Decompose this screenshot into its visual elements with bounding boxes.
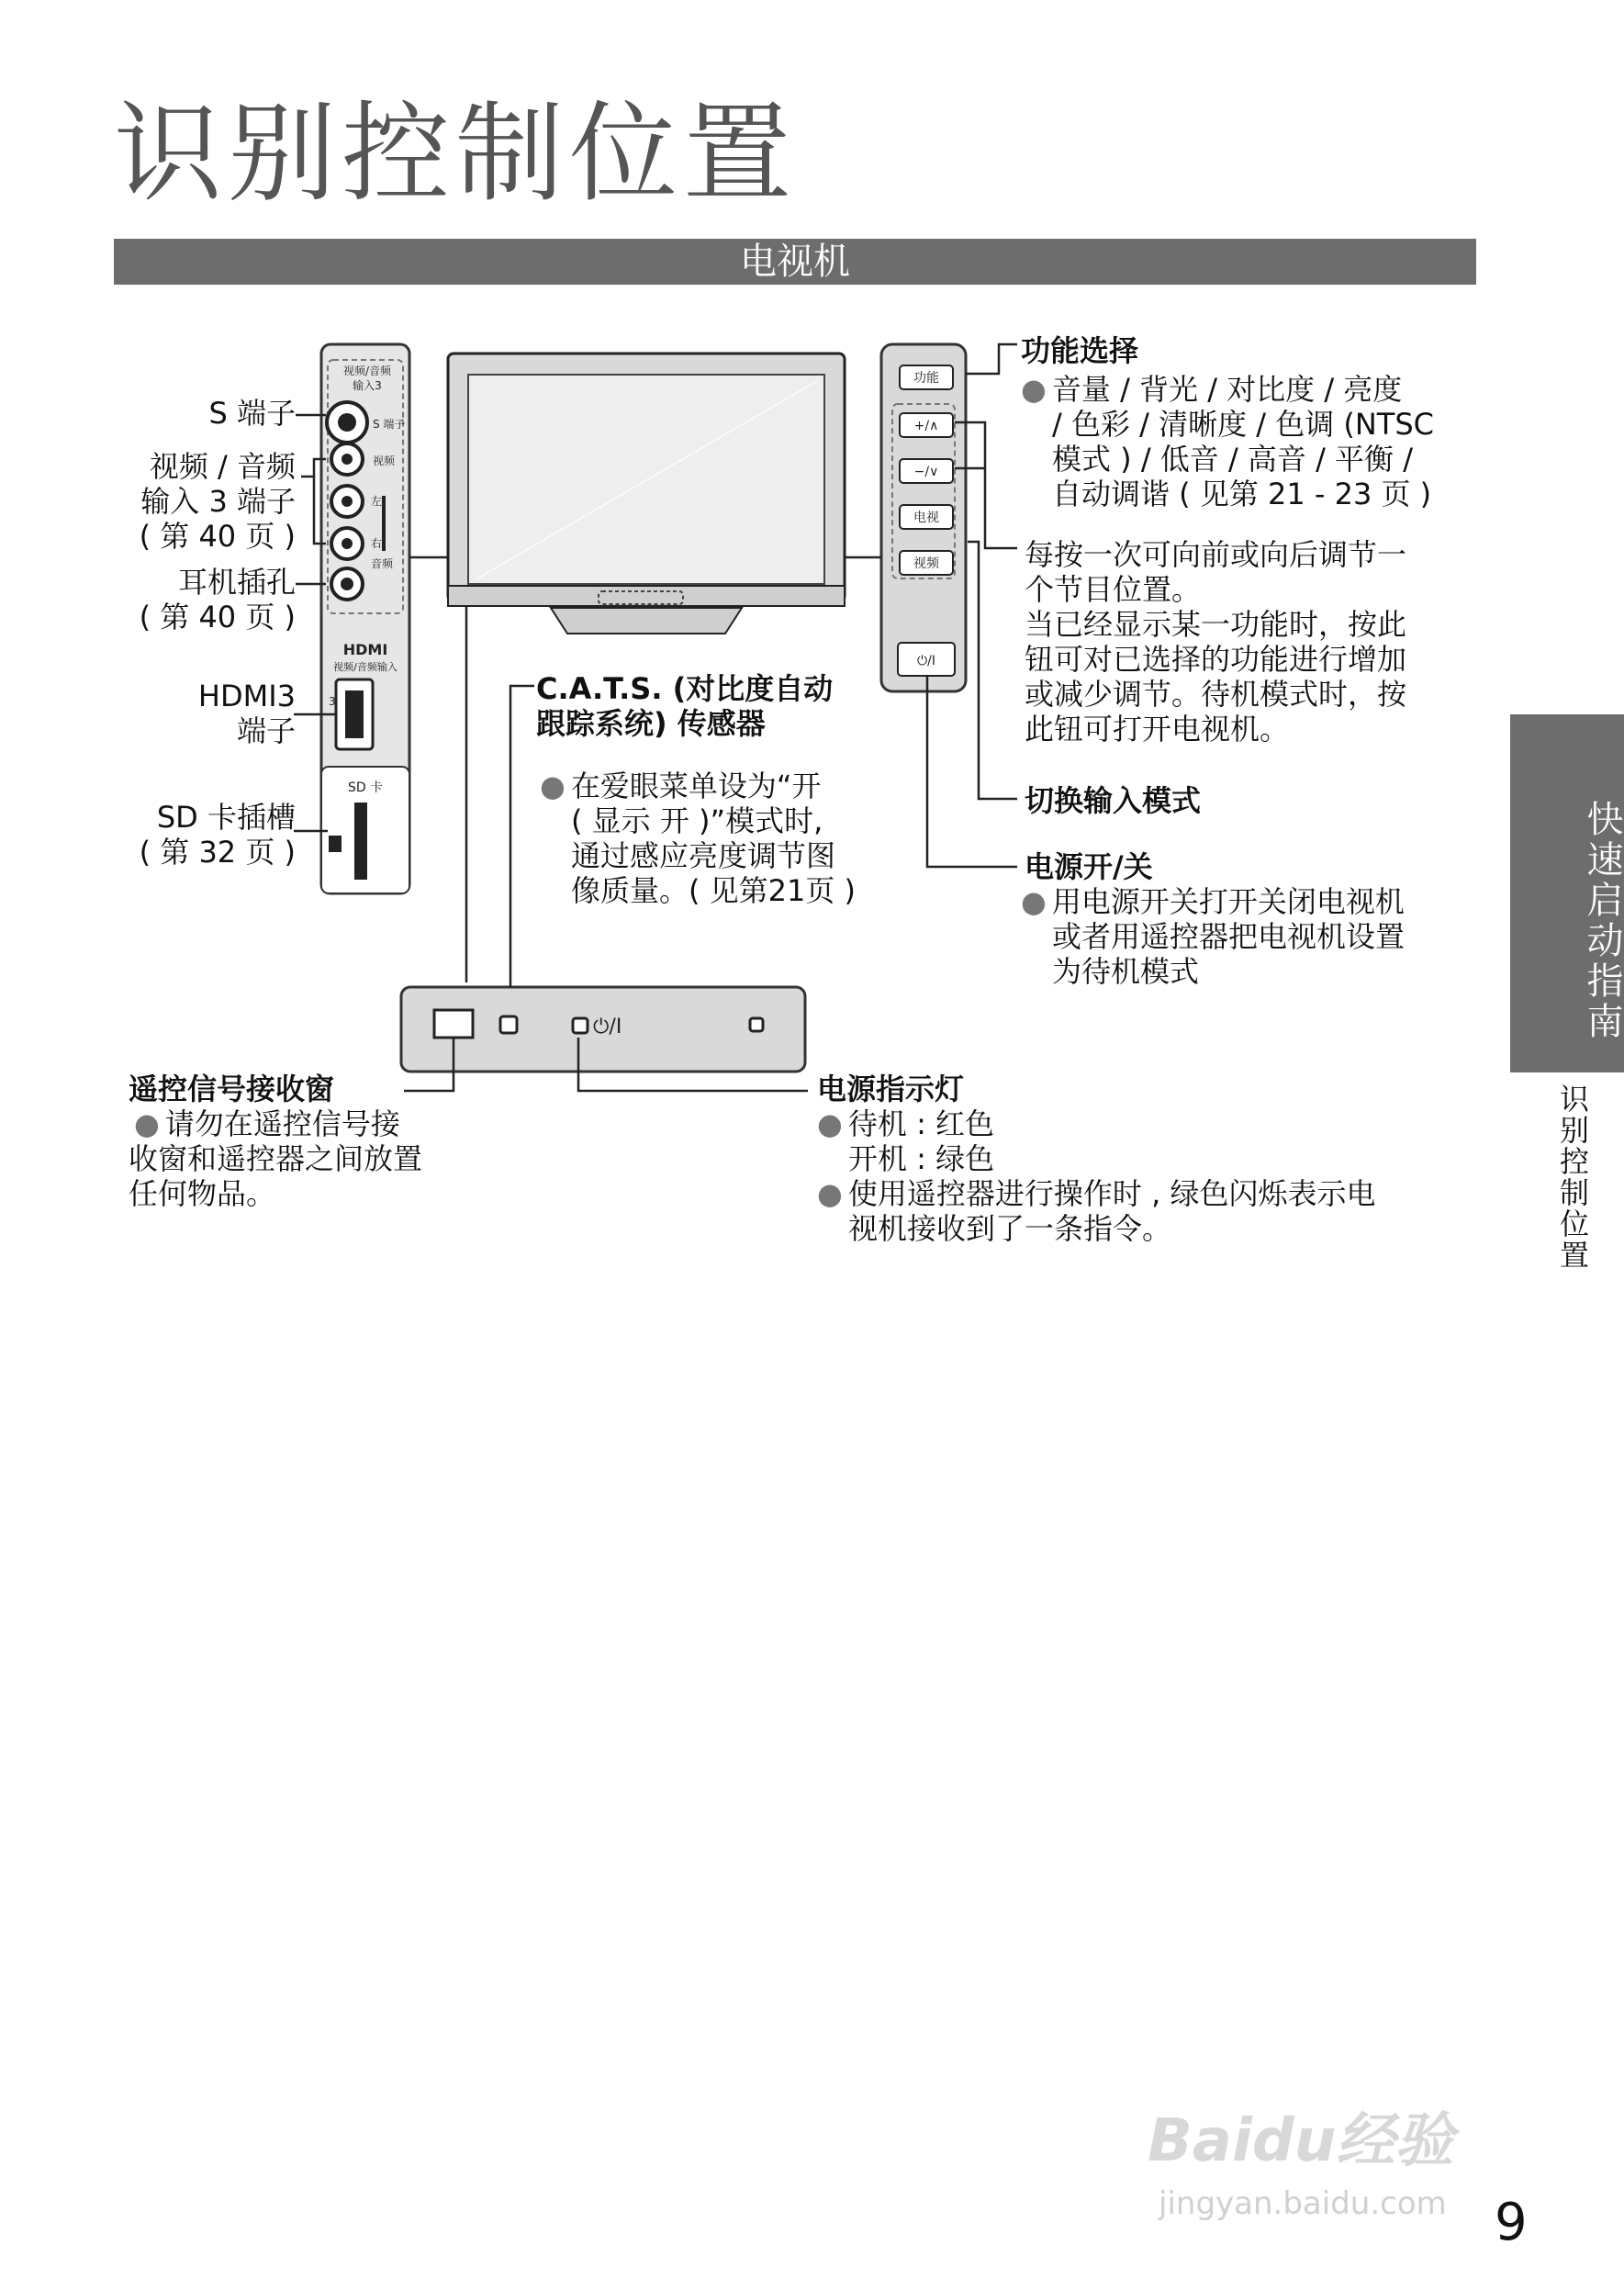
watermark-url: jingyan.baidu.com <box>1159 2185 1447 2222</box>
function-line4: 自动调谐 ( 见第 21 - 23 页 ) <box>1052 477 1432 511</box>
side-tab-subtitle: 识别控制位置 <box>1555 1083 1590 1271</box>
watermark-logo: Baidu经验 <box>1148 2107 1454 2175</box>
updown-line6: 此钮可打开电视机。 <box>1025 712 1290 746</box>
panel-print-sd: SD 卡 <box>347 780 384 795</box>
power-led-line4: 视机接收到了一条指令。 <box>848 1211 1172 1246</box>
label-hdmi3-line2: 端子 <box>236 713 296 748</box>
panel-print-right: 右 <box>371 537 383 550</box>
panel-print-s: S 端子 <box>373 418 406 431</box>
button-label-function: 功能 <box>913 371 939 386</box>
input-title: 切换输入模式 <box>1025 783 1202 818</box>
button-label-up: +/∧ <box>913 419 939 433</box>
updown-line2: 个节目位置。 <box>1025 572 1202 607</box>
updown-line3: 当已经显示某一功能时，按此 <box>1025 607 1407 642</box>
remote-line1: ● 请勿在遥控信号接 <box>134 1106 400 1142</box>
updown-line1: 每按一次可向前或向后调节一 <box>1025 537 1407 572</box>
remote-title: 遥控信号接收窗 <box>129 1072 335 1106</box>
remote-sensor-window <box>434 1010 473 1038</box>
power-led-title: 电源指示灯 <box>817 1072 965 1106</box>
cats-text-line1: ● 在爱眼菜单设为“开 <box>540 768 822 804</box>
panel-print-left: 左 <box>371 495 383 508</box>
power-led-line1: ● 待机 : 红色 <box>817 1106 994 1142</box>
power-led <box>573 1018 588 1033</box>
label-s-terminal: S 端子 <box>208 396 296 431</box>
panel-print-top2: 输入3 <box>353 379 382 392</box>
panel-print-video: 视频 <box>373 455 396 467</box>
label-av3-line2: 输入 3 端子 <box>140 484 296 519</box>
side-tab-quick-start: 快速启动指南 <box>1510 714 1624 1072</box>
label-av3-line3: ( 第 40 页 ) <box>139 519 296 554</box>
cats-text-line4: 像质量。( 见第21页 ) <box>571 873 857 908</box>
panel-print-top1: 视频/音频 <box>342 365 392 377</box>
front-panel-zoom <box>401 987 805 1072</box>
label-av3-line1: 视频 / 音频 <box>149 449 296 484</box>
label-headphone-line1: 耳机插孔 <box>177 565 296 600</box>
page-number: 9 <box>1495 2193 1528 2252</box>
cats-title-line1: C.A.T.S. (对比度自动 <box>536 671 834 706</box>
remote-line2: 收窗和遥控器之间放置 <box>129 1141 423 1176</box>
updown-line5: 或减少调节。待机模式时，按 <box>1025 677 1407 712</box>
remote-line3: 任何物品。 <box>129 1176 276 1211</box>
power-led-line3: ● 使用遥控器进行操作时 , 绿色闪烁表示电 <box>817 1175 1375 1212</box>
function-line2: / 色彩 / 清晰度 / 色调 (NTSC <box>1052 407 1435 442</box>
function-line1: ● 音量 / 背光 / 对比度 / 亮度 <box>1021 371 1402 408</box>
function-title: 功能选择 <box>1021 333 1139 368</box>
label-sd-line1: SD 卡插槽 <box>156 800 296 835</box>
button-label-down: −/∨ <box>913 465 939 479</box>
power-line2: 或者用遥控器把电视机设置 <box>1052 919 1406 954</box>
power-line1: ● 用电源开关打开关闭电视机 <box>1021 883 1405 920</box>
panel-print-hdmi-num: 3 <box>329 695 336 708</box>
label-headphone-line2: ( 第 40 页 ) <box>139 600 296 634</box>
button-label-power: ⏻/I <box>917 654 935 668</box>
updown-line4: 钮可对已选择的功能进行增加 <box>1025 642 1407 677</box>
tv-body <box>448 354 845 634</box>
power-title: 电源开/关 <box>1025 849 1153 884</box>
power-line3: 为待机模式 <box>1052 954 1200 989</box>
cats-text-line2: ( 显示 开 )”模式时, <box>571 803 823 838</box>
function-line3: 模式 ) / 低音 / 高音 / 平衡 / <box>1052 442 1413 477</box>
sd-slot <box>354 803 367 880</box>
panel-print-hdmi: 视频/音频输入 <box>333 661 398 673</box>
hdmi-logo: HDMI <box>342 641 388 658</box>
power-led-symbol: ⏻/I <box>593 1016 622 1038</box>
label-hdmi3-line1: HDMI3 <box>197 679 296 713</box>
panel-print-audio: 音频 <box>371 557 394 570</box>
page-title: 识别控制位置 <box>114 90 798 217</box>
cats-text-line3: 通过感应亮度调节图 <box>571 838 836 873</box>
power-led-line2: 开机 : 绿色 <box>848 1141 995 1176</box>
cats-sensor <box>500 1016 517 1033</box>
button-label-tv: 电视 <box>913 511 939 525</box>
label-sd-line2: ( 第 32 页 ) <box>139 835 296 870</box>
section-header: 电视机 <box>114 239 1476 285</box>
cats-title-line2: 跟踪系统) 传感器 <box>536 706 766 741</box>
button-label-av: 视频 <box>913 556 939 571</box>
